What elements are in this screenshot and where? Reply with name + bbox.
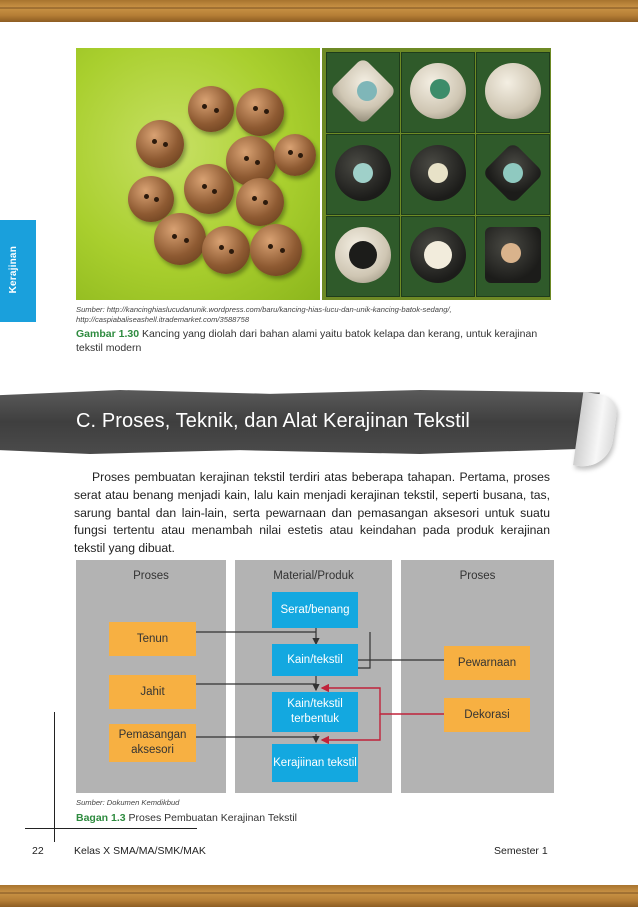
box-kerajinan-tekstil: Kerajiinan tekstil: [272, 744, 358, 782]
box-jahit: Jahit: [109, 675, 196, 709]
diagram-caption-text: Proses Pembuatan Kerajinan Tekstil: [128, 812, 298, 824]
side-tab-label: Kerajinan: [8, 246, 19, 294]
box-kain-tekstil-terbentuk: Kain/tekstil terbentuk: [272, 692, 358, 732]
box-dekorasi: Dekorasi: [444, 698, 530, 732]
top-wood-border: [0, 0, 638, 22]
figure-caption-text: Kancing yang diolah dari bahan alami yaitu batok kelapa dan kerang, untuk kerajinan tekstil modern: [76, 328, 538, 354]
shell-buttons-photo: [322, 48, 551, 300]
footer-class: Kelas X SMA/MA/SMK/MAK: [74, 845, 206, 857]
coconut-buttons-photo: [76, 48, 320, 300]
margin-vertical-rule: [54, 712, 55, 842]
footer-semester: Semester 1: [494, 845, 548, 857]
box-pewarnaan: Pewarnaan: [444, 646, 530, 680]
figure-source: Sumber: http://kancinghiaslucudanunik.wordpress.com/baru/kancing-hias-lucu-dan-unik-kancing-batok-sedang/, http://caspiabaliseashell.itrademarket.com/3588758: [76, 305, 452, 324]
section-title: C. Proses, Teknik, dan Alat Kerajinan Tekstil: [76, 410, 470, 432]
diagram-source: Sumber: Dokumen Kemdikbud: [76, 798, 180, 807]
body-paragraph: Proses pembuatan kerajinan tekstil terdiri atas beberapa tahapan. Pertama, proses serat atau benang menjadi kain, lalu kain menjadi kerajinan tekstil, seperti busana, tas, sarung bantal dan lain-lain, serta pewarnaan dan pemasangan aksesori untuk suatu fungsi tertentu atau menambah nilai estetis atau keindahan pada produk kerajinan tekstil yang dibuat.: [74, 470, 550, 556]
side-tab: [0, 220, 36, 322]
box-serat-benang: Serat/benang: [272, 592, 358, 628]
figure-number: Gambar 1.30: [76, 328, 140, 340]
box-pemasangan-aksesori: Pemasangan aksesori: [109, 724, 196, 762]
footer-rule: [25, 828, 197, 829]
col-right-title: Proses: [459, 570, 496, 582]
figure-caption: [76, 327, 546, 355]
col-left-title: Proses: [133, 570, 169, 582]
box-tenun: Tenun: [109, 622, 196, 656]
diagram-number: Bagan 1.3: [76, 812, 126, 824]
diagram-caption: [76, 812, 297, 824]
box-kain-tekstil: Kain/tekstil: [272, 644, 358, 676]
col-mid-title: Material/Produk: [273, 570, 354, 582]
page-number: 22: [32, 845, 44, 857]
bottom-wood-border: [0, 885, 638, 907]
